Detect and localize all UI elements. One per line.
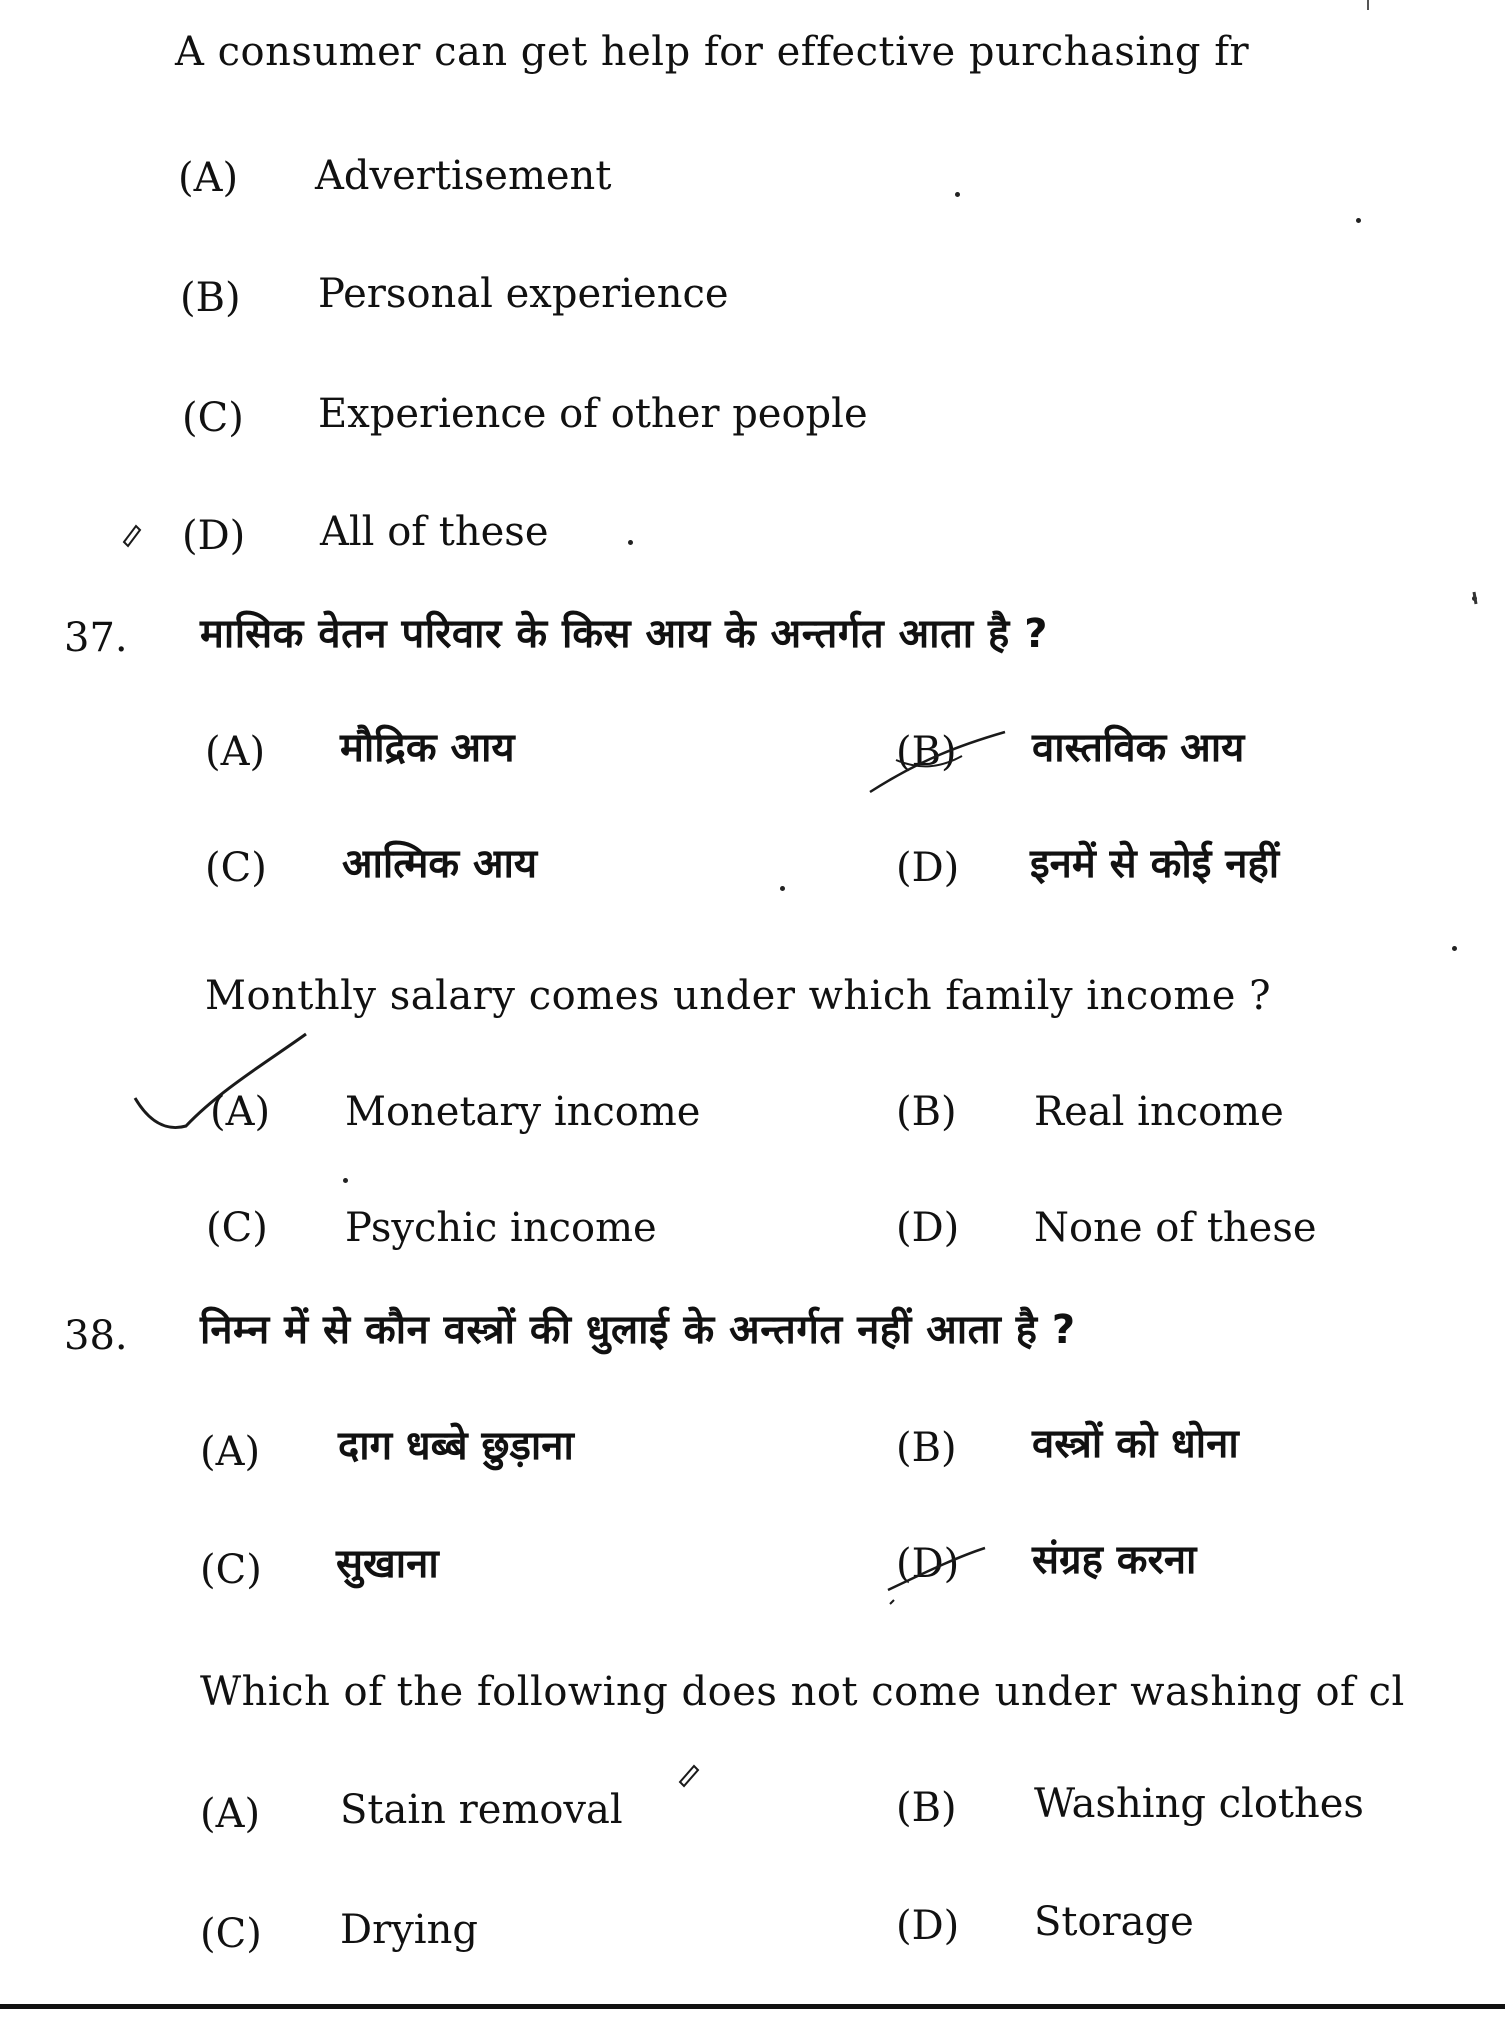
q36-option-d-label: (D) <box>182 513 246 559</box>
page-bottom-rule <box>0 2004 1505 2009</box>
scan-speck <box>780 886 785 891</box>
q36-option-a-text: Advertisement <box>315 153 612 199</box>
q37-hi-option-a-label: (A) <box>205 729 266 775</box>
q38-en-option-d-label: (D) <box>896 1903 960 1949</box>
scan-tick <box>1367 0 1369 10</box>
q38-en-option-b-text: Washing clothes <box>1034 1781 1364 1827</box>
q37-hi-option-d-label: (D) <box>896 845 960 891</box>
q37-en-option-d-label: (D) <box>896 1205 960 1251</box>
q38-stem-en: Which of the following does not come under washing of cl <box>200 1669 1405 1715</box>
q38-stem-hi: निम्न में से कौन वस्त्रों की धुलाई के अन्तर्गत नहीं आता है ? <box>200 1307 1076 1353</box>
q37-hi-option-a-text: मौद्रिक आय <box>340 725 515 771</box>
scan-speck <box>1452 946 1457 951</box>
q36-option-c-label: (C) <box>182 395 244 441</box>
q37-number: 37. <box>64 615 128 661</box>
q38-hi-option-c-text: सुखाना <box>336 1541 439 1587</box>
scan-speck <box>955 192 960 197</box>
q36-option-b-label: (B) <box>180 275 241 321</box>
q37-en-option-b-label: (B) <box>896 1089 957 1135</box>
q37-hi-option-b-text: वास्तविक आय <box>1032 725 1245 771</box>
q37-en-option-b-text: Real income <box>1034 1089 1284 1135</box>
q38-en-option-c-label: (C) <box>200 1911 262 1957</box>
q37-stem-en: Monthly salary comes under which family income ? <box>205 973 1272 1019</box>
q38-hi-option-b-label: (B) <box>896 1425 957 1471</box>
q38-number: 38. <box>64 1313 128 1359</box>
q37-stem-hi: मासिक वेतन परिवार के किस आय के अन्तर्गत आता है ? <box>200 611 1048 657</box>
q38-en-option-d-text: Storage <box>1034 1899 1194 1945</box>
q38-hi-option-a-label: (A) <box>200 1429 261 1475</box>
q38-en-option-b-label: (B) <box>896 1785 957 1831</box>
q37-hi-option-b-label: (B) <box>896 729 957 775</box>
scan-speck <box>343 1178 348 1183</box>
q36-stem-en: A consumer can get help for effective purchasing fr <box>175 29 1250 75</box>
q36-option-a-label: (A) <box>178 155 239 201</box>
q38-hi-option-a-text: दाग धब्बे छुड़ाना <box>338 1423 574 1469</box>
scan-speck <box>1472 596 1477 601</box>
scan-speck <box>628 540 633 545</box>
q37-en-option-a-label: (A) <box>210 1089 271 1135</box>
q38-en-option-a-label: (A) <box>200 1791 261 1837</box>
q38-hi-option-b-text: वस्त्रों को धोना <box>1032 1421 1239 1467</box>
q37-hi-option-c-label: (C) <box>205 845 267 891</box>
q37-en-option-d-text: None of these <box>1034 1205 1317 1251</box>
q36-option-b-text: Personal experience <box>318 271 729 317</box>
pencil-mark-icon <box>124 526 140 546</box>
q38-en-option-c-text: Drying <box>340 1907 478 1953</box>
q37-hi-option-d-text: इनमें से कोई नहीं <box>1030 841 1280 887</box>
q37-en-option-c-label: (C) <box>206 1205 268 1251</box>
q38-hi-option-d-label: (D) <box>896 1541 960 1587</box>
q37-en-option-c-text: Psychic income <box>345 1205 657 1251</box>
q38-hi-option-d-text: संग्रह करना <box>1032 1537 1197 1583</box>
q36-option-d-text: All of these <box>320 509 549 555</box>
pencil-mark-icon <box>680 1766 698 1786</box>
q36-option-c-text: Experience of other people <box>318 391 868 437</box>
scan-speck <box>1356 218 1361 223</box>
q37-hi-option-c-text: आत्मिक आय <box>342 841 538 887</box>
q37-en-option-a-text: Monetary income <box>345 1089 701 1135</box>
q38-hi-option-c-label: (C) <box>200 1547 262 1593</box>
q38-en-option-a-text: Stain removal <box>340 1787 623 1833</box>
